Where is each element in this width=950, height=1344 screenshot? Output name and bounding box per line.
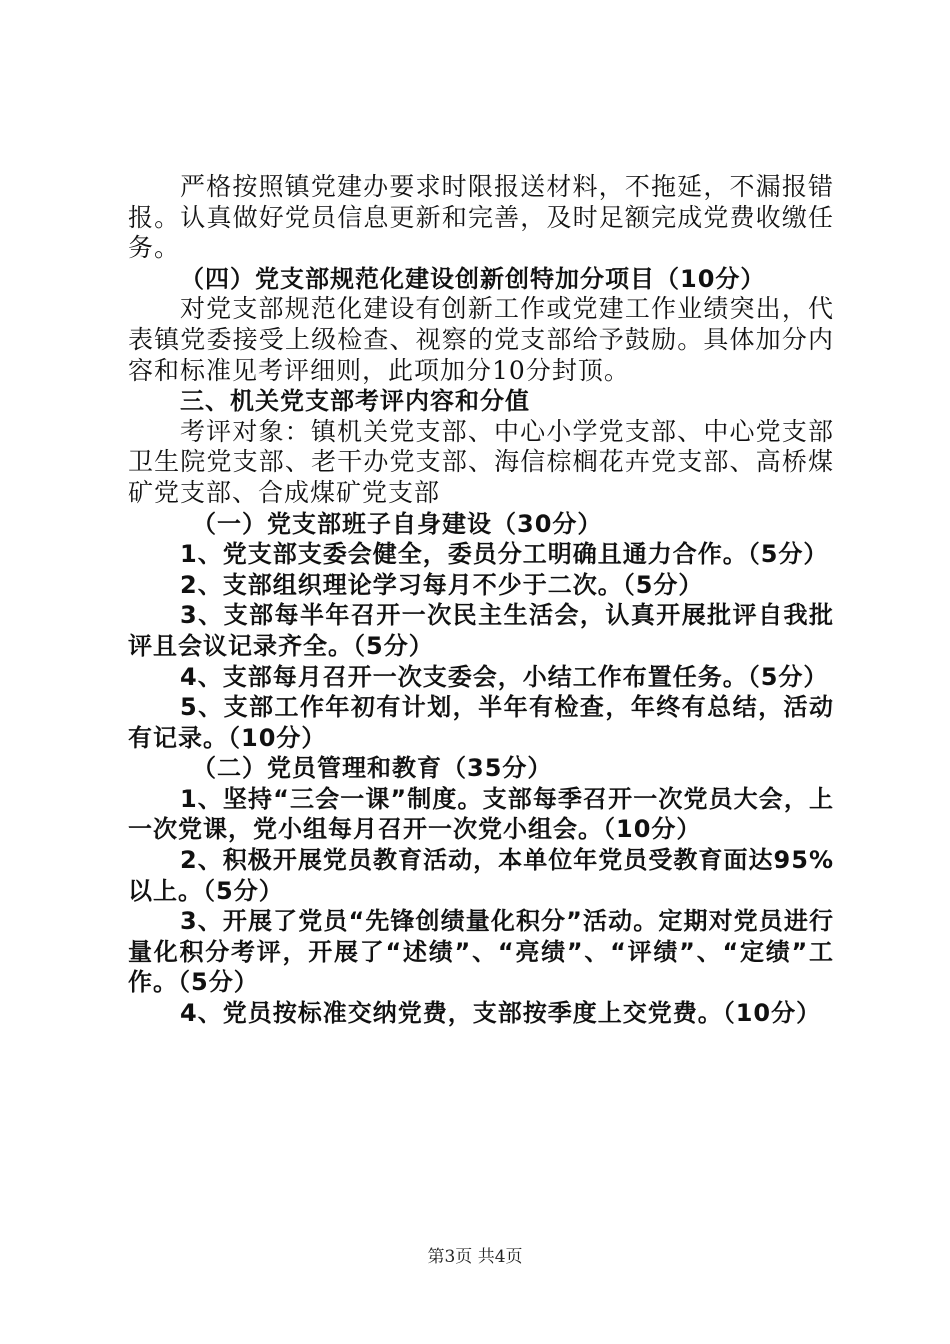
paragraph: 考评对象：镇机关党支部、中心小学党支部、中心党支部卫生院党支部、老干办党支部、海信棕榈花卉党支部、高桥煤矿党支部、合成煤矿党支部 [128, 416, 834, 507]
list-item: 1、党支部支委会健全，委员分工明确且通力合作。（5分） [180, 540, 829, 569]
list-item: 1、坚持“三会一课”制度。支部每季召开一次党员大会，上一次党课，党小组每月召开一次党小组会。（10分） [128, 784, 834, 844]
list-item: 4、党员按标准交纳党费，支部按季度上交党费。（10分） [180, 999, 822, 1028]
section-heading: （四）党支部规范化建设创新创特加分项目（10分） [180, 264, 766, 293]
list-item: 2、积极开展党员教育活动，本单位年党员受教育面达95%以上。（5分） [128, 846, 834, 905]
list-item: 2、支部组织理论学习每月不少于二次。（5分） [180, 570, 704, 599]
subsection-heading: （二）党员管理和教育（35分） [192, 754, 553, 783]
list-item: 3、开展了党员“先锋创绩量化积分”活动。定期对党员进行量化积分考评，开展了“述绩”、“亮绩”、“评绩”、“定绩”工作。（5分） [128, 907, 834, 997]
list-item: 5、支部工作年初有计划，半年有检查，年终有总结，活动有记录。（10分） [128, 693, 834, 752]
page-number: 第3页 共4页 [427, 1247, 523, 1267]
paragraph: 严格按照镇党建办要求时限报送材料，不拖延，不漏报错报。认真做好党员信息更新和完善，及时足额完成党费收缴任务。 [128, 172, 834, 263]
list-item: 3、支部每半年召开一次民主生活会，认真开展批评自我批评且会议记录齐全。（5分） [128, 601, 834, 660]
list-item: 4、支部每月召开一次支委会，小结工作布置任务。（5分） [180, 662, 829, 691]
section-heading: 三、机关党支部考评内容和分值 [180, 387, 530, 416]
paragraph: 对党支部规范化建设有创新工作或党建工作业绩突出，代表镇党委接受上级检查、视察的党支部给予鼓励。具体加分内容和标准见考评细则，此项加分10分封顶。 [128, 294, 834, 385]
document-body [128, 172, 834, 1029]
subsection-heading: （一）党支部班子自身建设（30分） [192, 509, 603, 538]
